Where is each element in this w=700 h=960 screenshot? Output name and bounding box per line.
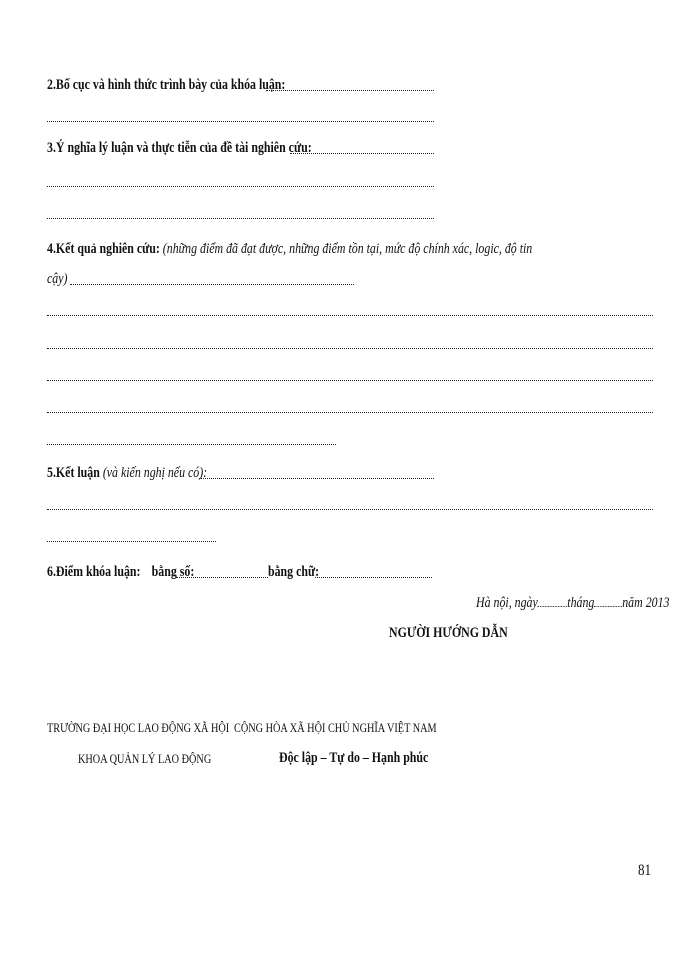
section-2-fill-line [266,90,434,91]
section-4-hint-continued: cậy) [47,271,68,287]
place-date-prefix: Hà nội, ngày [476,595,538,611]
section-3-label: 3.Ý nghĩa lý luận và thực tiễn của đề tài nghiên cứu: [47,140,312,156]
supervisor-title: NGƯỜI HƯỚNG DẪN [389,625,508,641]
republic-name: CỘNG HÒA XÃ HỘI CHỦ NGHĨA VIỆT NAM [234,721,437,735]
university-name: TRƯỜNG ĐẠI HỌC LAO ĐỘNG XÃ HỘI [47,721,230,735]
section-6-heading [47,563,194,581]
section-2-blank-line [47,121,434,122]
section-6-by-number: bằng số: [151,564,195,580]
section-6-by-words: bằng chữ: [268,564,320,580]
date-month: tháng [567,595,595,611]
place-date-line [476,594,669,612]
section-4-heading [47,240,532,258]
section-4-fill-line [70,284,354,285]
score-number-fill-line [176,577,268,578]
section-3-blank-line [47,186,434,187]
section-6-label: 6.Điểm khóa luận: [47,564,141,580]
score-words-fill-line [315,577,432,578]
section-5-blank-line [47,541,216,542]
date-year: năm 2013 [622,595,670,611]
section-4-blank-line [47,444,336,445]
section-4-hint: (những điểm đã đạt được, những điểm tồn tại, mức độ chính xác, logic, độ tin [162,241,533,257]
section-3-blank-line [47,218,434,219]
section-4-blank-line [47,315,653,316]
faculty-name: KHOA QUẢN LÝ LAO ĐỘNG [78,752,212,766]
section-4-label: 4.Kết quả nghiên cứu: [47,241,160,257]
section-5-label: 5.Kết luận [47,465,100,481]
section-5-heading [47,464,207,482]
section-5-blank-line [47,509,653,510]
section-4-blank-line [47,412,653,413]
section-2-label: 2.Bố cục và hình thức trình bày của khóa luận: [47,77,286,93]
section-4-blank-line [47,348,653,349]
section-4-blank-line [47,380,653,381]
section-5-fill-line [199,478,434,479]
section-3-fill-line [290,153,434,154]
national-motto: Độc lập – Tự do – Hạnh phúc [279,750,429,766]
section-5-hint: (và kiến nghị nếu có): [102,465,208,481]
page-number: 81 [638,862,652,879]
